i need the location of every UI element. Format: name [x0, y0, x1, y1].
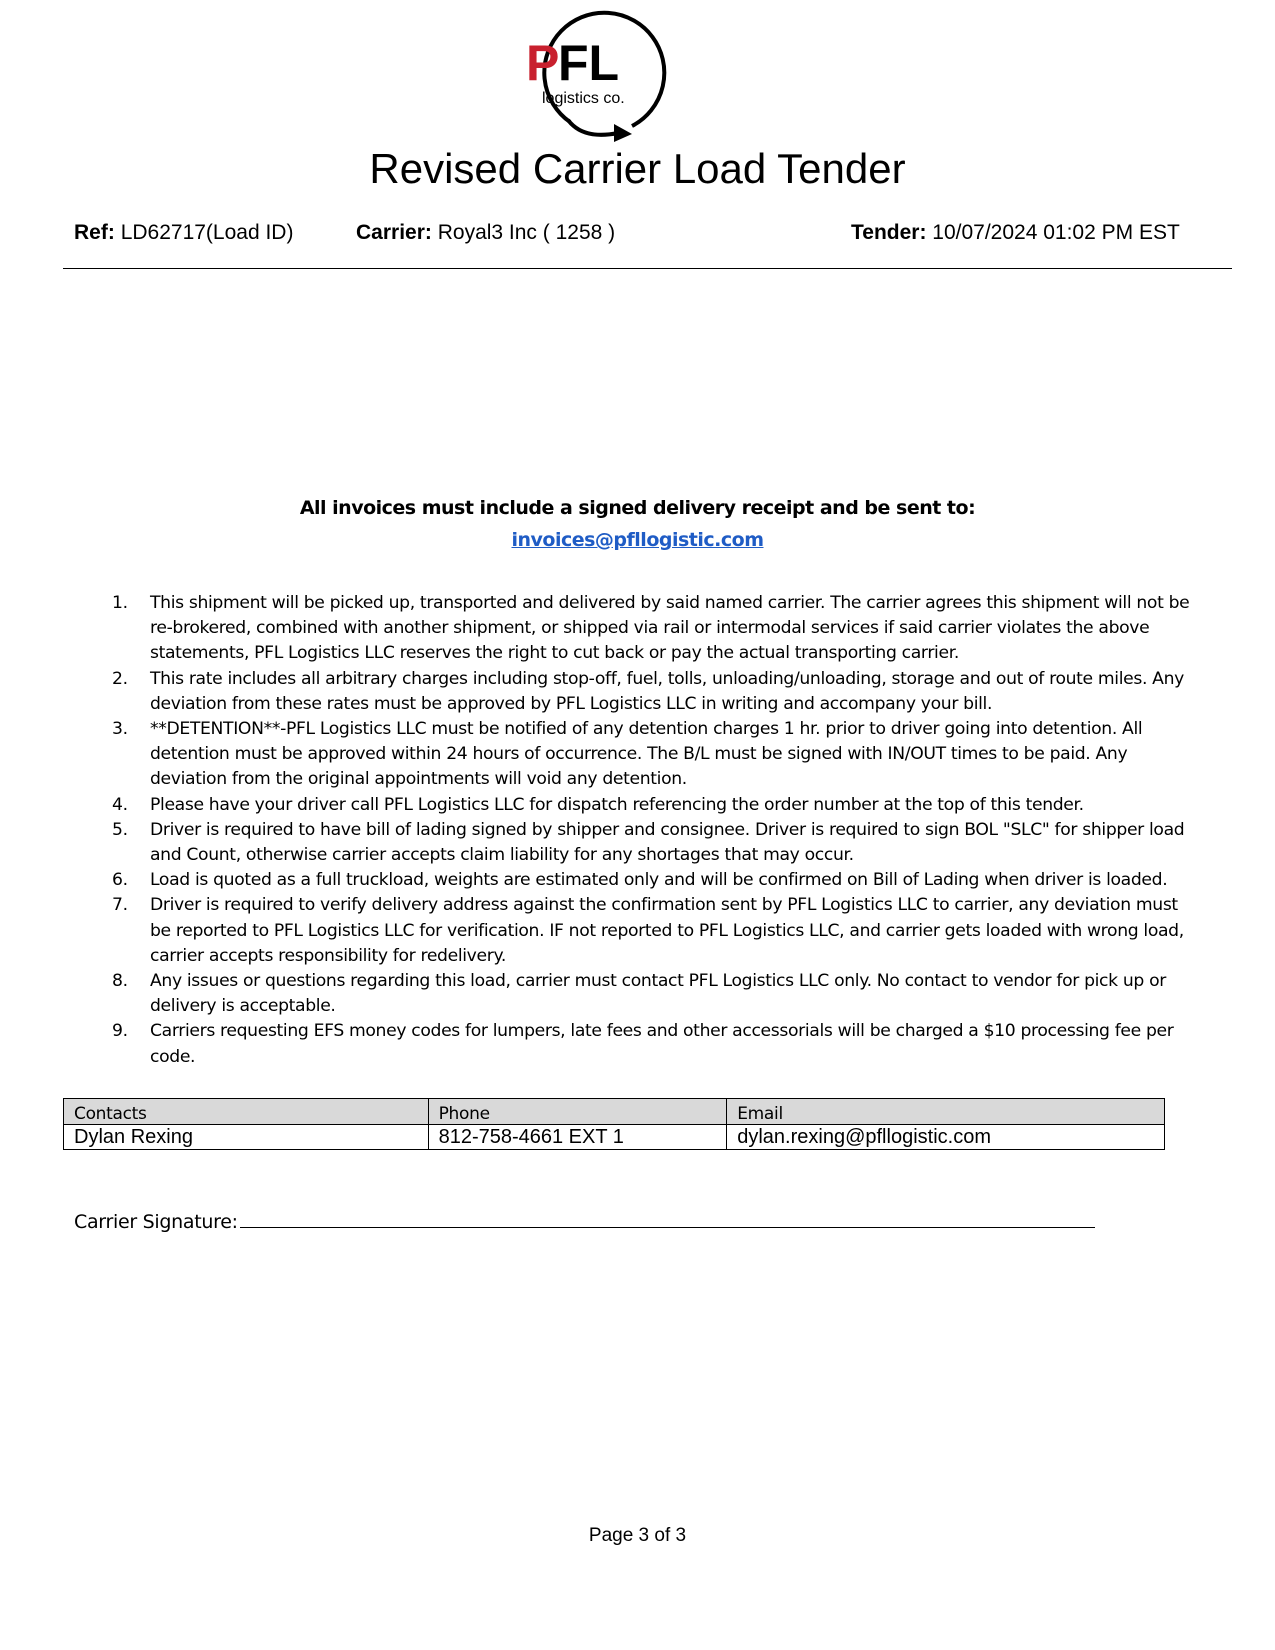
signature-label: Carrier Signature: [74, 1211, 238, 1233]
list-item-text: Please have your driver call PFL Logistics LLC for dispatch referencing the order number at the top of this tender. [150, 794, 1084, 815]
list-item-text: **DETENTION**-PFL Logistics LLC must be notified of any detention charges 1 hr. prior to driver going into detention. All detention must be approved within 24 hours of occurrence. The B/L must be signed with IN/OUT times to be paid. Any deviation from the original appointments will void any detention. [150, 719, 1143, 790]
list-item-text: Carriers requesting EFS money codes for lumpers, late fees and other accessorials will be charged a $10 processing fee per code. [150, 1021, 1174, 1067]
contact-name: Dylan Rexing [64, 1125, 429, 1150]
list-item [108, 868, 1193, 893]
terms-list [108, 591, 1193, 1070]
table-row [64, 1125, 1165, 1150]
pfl-logo [528, 10, 678, 150]
tender-field [851, 221, 1180, 245]
document-title: Revised Carrier Load Tender [369, 145, 906, 192]
list-item-text: Driver is required to have bill of lading signed by shipper and consignee. Driver is required to sign BOL "SLC" for shipper load and Count, otherwise carrier accepts claim liability for any shortages that may occur. [150, 819, 1185, 866]
page-number: Page 3 of 3 [588, 1525, 687, 1546]
list-item-number: 9. [112, 1021, 128, 1042]
carrier-value: Royal3 Inc ( 1258 ) [437, 221, 616, 244]
carrier-field [356, 221, 615, 245]
contacts-table [63, 1098, 1165, 1150]
phone-col-header: Phone [428, 1099, 727, 1125]
contacts-col-header: Contacts [64, 1099, 429, 1125]
logo-brand-fl: FL [558, 35, 620, 91]
contacts-header-row [64, 1099, 1165, 1125]
logo-tagline: logistics co. [542, 90, 625, 107]
list-item-number: 6. [112, 870, 128, 891]
invoice-email-link[interactable]: invoices@pfllogistic.com [511, 529, 764, 551]
list-item-text: Driver is required to verify delivery address against the confirmation sent by PFL Logistics LLC to carrier, any deviation must be reported to PFL Logistics LLC for verification. IF not reported to PFL Logistics LLC, and carrier gets loaded with wrong load, carrier accepts responsibility for redelivery. [150, 895, 1184, 966]
list-item-number: 5. [112, 819, 128, 840]
tender-value: 10/07/2024 01:02 PM EST [932, 221, 1180, 244]
signature-line[interactable] [240, 1208, 1095, 1228]
contact-phone: 812-758-4661 EXT 1 [428, 1125, 727, 1150]
list-item-text: Any issues or questions regarding this load, carrier must contact PFL Logistics LLC only. No contact to vendor for pick up or delivery is acceptable. [150, 971, 1166, 1017]
list-item-text: Load is quoted as a full truckload, weights are estimated only and will be confirmed on Bill of Lading when driver is loaded. [150, 870, 1168, 891]
ref-label: Ref: [74, 221, 115, 244]
list-item [108, 1019, 1193, 1069]
list-item [108, 667, 1193, 717]
ref-field [74, 221, 293, 245]
contact-email[interactable]: dylan.rexing@pfllogistic.com [727, 1125, 1165, 1150]
list-item-number: 8. [112, 971, 128, 992]
list-item-number: 4. [112, 794, 128, 815]
carrier-signature [74, 1208, 1095, 1233]
list-item-number: 2. [112, 668, 128, 689]
list-item [108, 893, 1193, 969]
list-item-number: 3. [112, 719, 128, 740]
pfl-logo-icon [528, 10, 678, 150]
list-item-text: This rate includes all arbitrary charges including stop-off, fuel, tolls, unloading/unloading, storage and out of route miles. Any deviation from these rates must be approved by PFL Logistics LLC in writing and accompany your bill. [150, 668, 1184, 714]
ref-value: LD62717(Load ID) [120, 221, 294, 244]
list-item-text: This shipment will be picked up, transported and delivered by said named carrier. The carrier agrees this shipment will not be re-brokered, combined with another shipment, or shipped via rail or intermodal services if said carrier violates the above statements, PFL Logistics LLC reserves the right to cut back or pay the actual transporting carrier. [150, 593, 1190, 664]
list-item [108, 717, 1193, 793]
list-item [108, 818, 1193, 868]
list-item [108, 591, 1193, 667]
list-item-number: 1. [112, 593, 128, 613]
carrier-label: Carrier: [356, 221, 432, 244]
tender-label: Tender: [851, 221, 927, 244]
invoice-instructions: All invoices must include a signed delivery receipt and be sent to: [299, 497, 976, 519]
header-divider [63, 268, 1232, 269]
logo-brand-p: P [528, 35, 560, 91]
email-col-header: Email [727, 1099, 1165, 1125]
list-item-number: 7. [112, 895, 128, 916]
list-item [108, 969, 1193, 1019]
list-item [108, 793, 1193, 818]
